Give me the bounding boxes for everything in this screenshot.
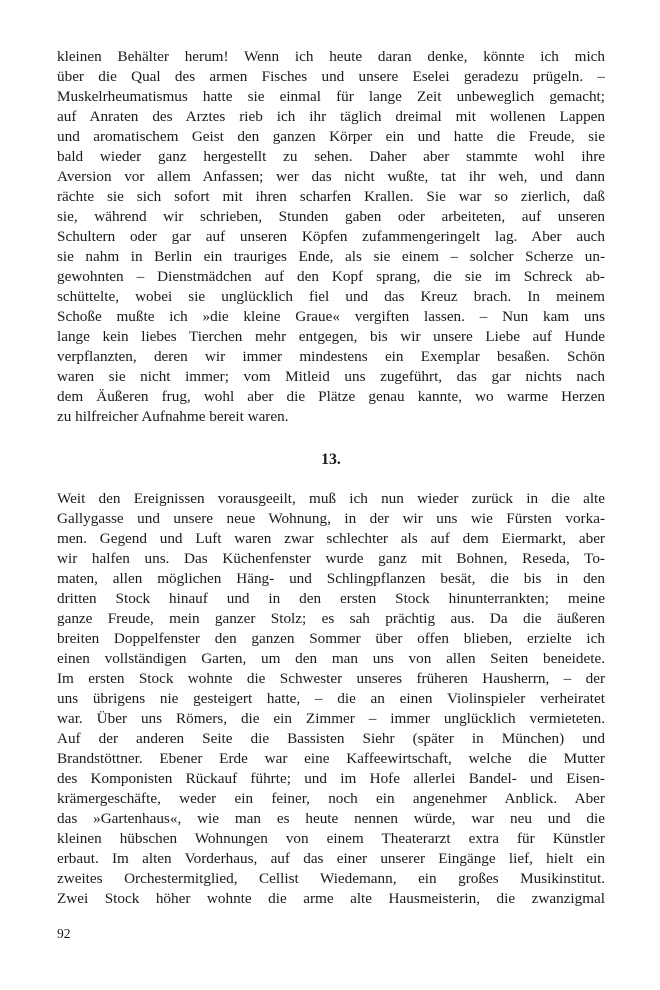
- text-line: Schoße mußte ich »die kleine Graue« vergiften lassen. – Nun kam uns: [57, 308, 605, 325]
- text-line: wir halfen uns. Das Küchenfenster wurde ganz mit Bohnen, Reseda, To-: [57, 550, 605, 567]
- page-number: 92: [57, 926, 71, 941]
- text-line: auf Anraten des Arztes rieb ich ihr täglich dreimal mit wollenen Lappen: [57, 108, 605, 125]
- chapter-heading: 13.: [321, 451, 341, 468]
- text-line: dem Äußeren frug, wohl aber die Plätze genau kannte, wo warme Herzen: [57, 388, 605, 405]
- text-block: [57, 47, 605, 909]
- text-line: einen vollständigen Garten, um den man uns von allen Seiten beneidete.: [57, 650, 605, 667]
- text-line: kleinen hübschen Wohnungen von einem Theaterarzt extra für Künstler: [57, 830, 605, 847]
- text-line: kleinen Behälter herum! Wenn ich heute daran denke, könnte ich mich: [57, 48, 605, 65]
- text-line: Weit den Ereignissen vorausgeeilt, muß ich nun wieder zurück in die alte: [57, 490, 605, 507]
- text-line: Muskelrheumatismus hatte sie einmal für lange Zeit unbeweglich gemacht;: [57, 88, 605, 105]
- text-line: zu hilfreicher Aufnahme bereit waren.: [57, 408, 289, 425]
- text-line: men. Gegend und Luft waren zwar schlechter als auf dem Eiermarkt, aber: [57, 530, 605, 547]
- text-line: maten, allen möglichen Häng- und Schlingpflanzen besät, die bis in den: [57, 570, 605, 587]
- text-line: krämergeschäfte, weder ein feiner, noch ein angenehmer Anblick. Aber: [57, 790, 605, 807]
- text-line: gewohnten – Dienstmädchen auf den Kopf sprang, die sie im Schreck ab-: [57, 268, 605, 285]
- text-line: das »Gartenhaus«, wie man es heute nennen würde, war neu und die: [57, 810, 605, 827]
- text-line: breiten Doppelfenster den ganzen Sommer über offen blieben, erzielte ich: [57, 630, 605, 647]
- text-line: Aversion vor allem Anfassen; wer das nicht wußte, tat ihr weh, und dann: [57, 168, 605, 185]
- text-line: Gallygasse und unsere neue Wohnung, in der wir uns wie Fürsten vorka-: [57, 510, 605, 527]
- text-line: bald wieder ganz hergestellt zu sehen. Daher aber stammte wohl ihre: [57, 148, 605, 165]
- text-line: sie nahm in Berlin ein trauriges Ende, als sie einem – solcher Scherze un-: [57, 248, 605, 265]
- text-line: Schultern oder gar auf unseren Köpfen zufammengeringelt lag. Aber auch: [57, 228, 605, 245]
- text-line: schüttelte, wobei sie unglücklich fiel und das Kreuz brach. In meinem: [57, 288, 605, 305]
- text-line: verpflanzten, deren wir immer mindestens ein Exemplar besaßen. Schön: [57, 348, 605, 365]
- text-line: rächte sie sich sofort mit ihren scharfen Krallen. Sie war so zierlich, daß: [57, 188, 605, 205]
- text-line: Im ersten Stock wohnte die Schwester unseres früheren Hausherrn, – der: [57, 670, 605, 687]
- text-line: und aromatischem Geist den ganzen Körper ein und hatte die Freude, sie: [57, 128, 605, 145]
- text-line: Zwei Stock höher wohnte die arme alte Hausmeisterin, die zwanzigmal: [57, 890, 605, 907]
- text-line: ganze Freude, mein ganzer Stolz; es sah prächtig aus. Da die äußeren: [57, 610, 605, 627]
- text-line: über die Qual des armen Fisches und unsere Eselei geradezu prügeln. –: [57, 68, 605, 85]
- text-line: sie, während wir schrieben, Stunden gaben oder arbeiteten, auf unseren: [57, 208, 605, 225]
- text-line: zweites Orchestermitglied, Cellist Wiedemann, ein großes Musikinstitut.: [57, 870, 605, 887]
- text-line: lange kein liebes Tierchen mehr entgegen, bis wir unsere Liebe auf Hunde: [57, 328, 605, 345]
- paragraph-1: [57, 47, 605, 427]
- text-line: des Komponisten Rückauf führte; und im Hofe allerlei Bandel- und Eisen-: [57, 770, 605, 787]
- text-line: war. Über uns Römers, die ein Zimmer – immer unglücklich vermieteten.: [57, 710, 605, 727]
- text-line: Auf der anderen Seite die Bassisten Siehr (später in München) und: [57, 730, 605, 747]
- paragraph-2: [57, 489, 605, 909]
- text-line: waren sie nicht immer; vom Mitleid uns zugeführt, das gar nichts nach: [57, 368, 605, 385]
- text-line: erbaut. Im alten Vorderhaus, auf das einer unserer Eingänge lief, hielt ein: [57, 850, 605, 867]
- text-line: uns übrigens nie gesteigert hatte, – die an einen Violinspieler verheiratet: [57, 690, 605, 707]
- text-line: dritten Stock hinauf und in den ersten Stock hinunterrankten; meine: [57, 590, 605, 607]
- text-line: Brandstöttner. Ebener Erde war eine Kaffeewirtschaft, welche die Mutter: [57, 750, 605, 767]
